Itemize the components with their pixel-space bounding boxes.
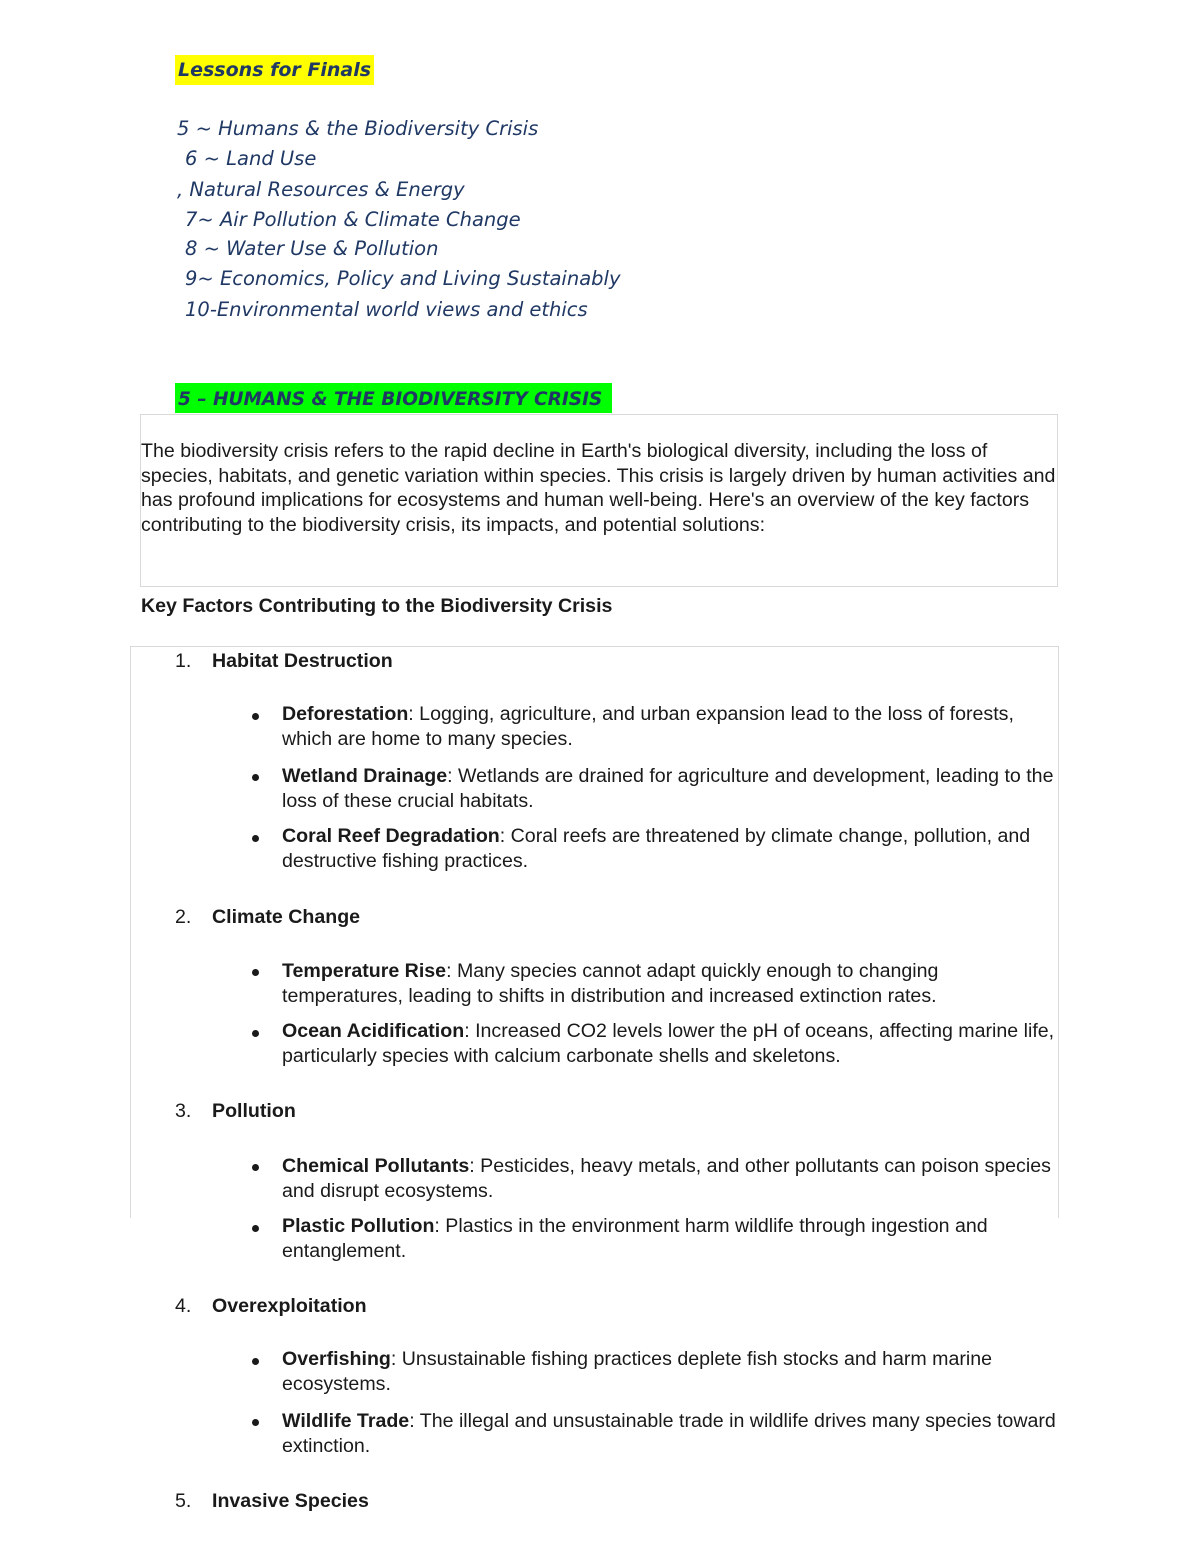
bullet-icon — [252, 969, 259, 976]
bullet-icon — [252, 713, 259, 720]
item-text: : Logging, agriculture, and urban expansion lead to the loss of forests, which are home to many species. — [282, 703, 1014, 750]
lesson-item: 8 ~ Water Use & Pollution — [185, 237, 439, 260]
lesson-item: 5 ~ Humans & the Biodiversity Crisis — [177, 117, 539, 140]
item-text: : The illegal and unsustainable trade in wildlife drives many species toward extinction. — [282, 1410, 1056, 1457]
intro-paragraph: The biodiversity crisis refers to the rapid decline in Earth's biological diversity, including the loss of species, habitats, and genetic variation within species. This crisis is largely driven by human activities and has profound implications for ecosystems and human well-being. Here's an overview of the key factors contributing to the biodiversity crisis, its impacts, and potential solutions: — [141, 440, 1056, 536]
list-item — [282, 959, 1057, 1008]
item-text: : Unsustainable fishing practices deplete fish stocks and harm marine ecosystems. — [282, 1348, 993, 1395]
item-text: : Wetlands are drained for agriculture and development, leading to the loss of these crucial habitats. — [282, 765, 1054, 812]
factor-number: 3. — [175, 1100, 192, 1122]
bullet-icon — [252, 1164, 259, 1171]
item-term: Wildlife Trade — [282, 1410, 410, 1432]
factor-number: 4. — [175, 1295, 192, 1317]
bullet-icon — [252, 774, 259, 781]
list-item — [282, 824, 1057, 873]
item-text: : Plastics in the environment harm wildlife through ingestion and entanglement. — [282, 1215, 988, 1262]
lesson-item: 7~ Air Pollution & Climate Change — [185, 208, 521, 231]
list-item — [282, 702, 1057, 751]
list-item — [282, 1019, 1057, 1068]
item-term: Overfishing — [282, 1348, 391, 1370]
key-factors-heading: Key Factors Contributing to the Biodiversity Crisis — [141, 595, 613, 617]
bullet-icon — [252, 1225, 259, 1232]
bullet-icon — [252, 1358, 259, 1365]
list-item — [282, 764, 1057, 813]
list-item — [282, 1214, 1057, 1263]
factor-number: 1. — [175, 650, 192, 672]
factor-title: Habitat Destruction — [212, 650, 393, 672]
lesson-item: 10-Environmental world views and ethics — [185, 298, 588, 321]
bullet-icon — [252, 835, 259, 842]
item-term: Coral Reef Degradation — [282, 825, 500, 847]
lesson-item: 6 ~ Land Use — [185, 147, 317, 170]
factor-number: 2. — [175, 906, 192, 928]
factor-number: 5. — [175, 1490, 192, 1512]
item-term: Plastic Pollution — [282, 1215, 435, 1237]
factor-title: Overexploitation — [212, 1295, 367, 1317]
list-item — [282, 1154, 1057, 1203]
lesson-item: 9~ Economics, Policy and Living Sustainably — [185, 267, 621, 290]
factor-title: Invasive Species — [212, 1490, 369, 1512]
item-term: Wetland Drainage — [282, 765, 448, 787]
item-text: : Pesticides, heavy metals, and other pollutants can poison species and disrupt ecosystems. — [282, 1155, 1051, 1202]
item-term: Deforestation — [282, 703, 409, 725]
bullet-icon — [252, 1030, 259, 1037]
page-title: Lessons for Finals — [175, 55, 374, 85]
list-item — [282, 1347, 1057, 1396]
item-text: : Coral reefs are threatened by climate change, pollution, and destructive fishing practices. — [282, 825, 1031, 872]
lesson-item: , Natural Resources & Energy — [177, 178, 465, 201]
section-heading: 5 – HUMANS & THE BIODIVERSITY CRISIS — [175, 383, 612, 413]
factor-title: Climate Change — [212, 906, 361, 928]
item-term: Ocean Acidification — [282, 1020, 465, 1042]
item-text: : Many species cannot adapt quickly enough to changing temperatures, leading to shifts in distribution and increased extinction rates. — [282, 960, 939, 1007]
factor-title: Pollution — [212, 1100, 296, 1122]
item-term: Chemical Pollutants — [282, 1155, 470, 1177]
item-term: Temperature Rise — [282, 960, 447, 982]
list-item — [282, 1409, 1057, 1458]
bullet-icon — [252, 1419, 259, 1426]
item-text: : Increased CO2 levels lower the pH of oceans, affecting marine life, particularly species with calcium carbonate shells and skeletons. — [282, 1020, 1055, 1067]
